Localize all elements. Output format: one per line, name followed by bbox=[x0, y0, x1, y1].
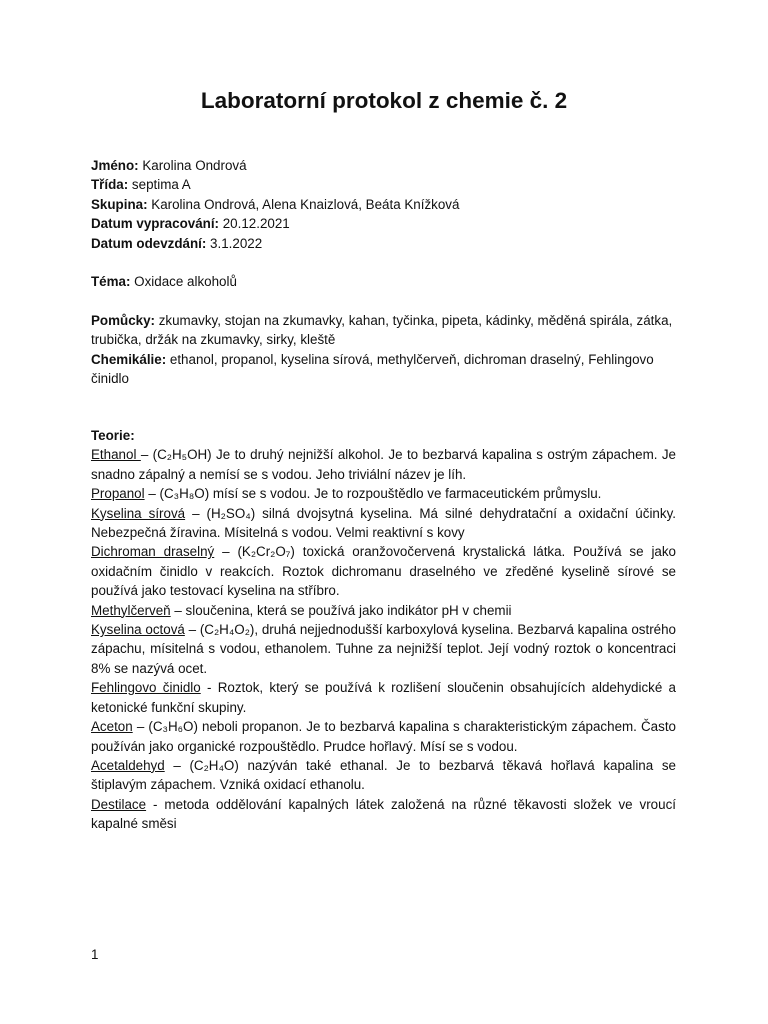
info-label: Skupina: bbox=[91, 196, 148, 212]
theory-term: Ethanol bbox=[91, 447, 141, 463]
theory-entry-propanol bbox=[91, 484, 676, 503]
theory-heading: Teorie: bbox=[91, 428, 135, 443]
theme-line bbox=[91, 272, 237, 291]
theory-text: – (C₃H₈O) mísí se s vodou. Je to rozpouštědlo ve farmaceutickém průmyslu. bbox=[144, 486, 602, 502]
theory-term: Methylčerveň bbox=[91, 602, 171, 618]
theory-text: – sloučenina, která se používá jako indikátor pH v chemii bbox=[170, 602, 512, 618]
theory-entry-acetaldehyde bbox=[91, 756, 676, 795]
info-label: Datum vypracování: bbox=[91, 216, 219, 232]
theory-text: – (C₂H₄O₂), druhá nejjednodušší karboxylová kyselina. Bezbarvá kapalina ostrého zápachu, mísitelná s vodou, ethanolem. Tuhne za nejnižší teplot. Její vodný roztok o koncentraci 8% se nazývá ocet. bbox=[91, 622, 676, 676]
theory-section bbox=[91, 426, 676, 834]
theory-text: – (C₂H₄O) nazýván také ethanal. Je to bezbarvá těkavá hořlavá kapalina se štiplavým zápachem. Vzniká oxidací ethanolu. bbox=[91, 757, 676, 793]
theory-term: Fehlingovo činidlo bbox=[91, 680, 201, 696]
theory-entry-distillation bbox=[91, 795, 676, 834]
info-label: Datum odevzdání: bbox=[91, 235, 207, 251]
theory-text: – (K₂Cr₂O₇) toxická oranžovočervená krystalická látka. Používá se jako oxidačním činidlo v reakcích. Roztok dichromanu draselného ve zředěné kyselině sírové se používá jako testovací kyselina na stříbro. bbox=[91, 544, 677, 599]
theory-entry-acetic-acid bbox=[91, 620, 676, 678]
header-info bbox=[91, 156, 681, 253]
page-title: Laboratorní protokol z chemie č. 2 bbox=[200, 88, 568, 113]
tools-value: zkumavky, stojan na zkumavky, kahan, tyčinka, pipeta, kádinky, měděná spirála, zátka, trubička, držák na zkumavky, sirky, kleště bbox=[91, 313, 673, 348]
theory-term: Propanol bbox=[91, 486, 145, 502]
theory-term: Aceton bbox=[91, 719, 133, 735]
theory-text: - Roztok, který se používá k rozlišení sloučenin obsahujících aldehydické a ketonické funkční skupiny. bbox=[91, 680, 676, 715]
info-value: Karolina Ondrová, Alena Knaizlová, Beáta Knížková bbox=[147, 196, 460, 212]
theory-term: Kyselina octová bbox=[91, 622, 185, 638]
info-label: Jméno: bbox=[91, 158, 139, 173]
chemicals-value: ethanol, propanol, kyselina sírová, methylčerveň, dichroman draselný, Fehlingovo činidlo bbox=[91, 351, 654, 387]
theory-term: Acetaldehyd bbox=[91, 757, 165, 773]
chemicals-label: Chemikálie: bbox=[91, 351, 167, 367]
page-number: 1 bbox=[91, 947, 99, 962]
theory-entry-sulfuric-acid bbox=[91, 504, 676, 543]
theory-entry-dichromate bbox=[91, 542, 676, 600]
info-row-date-submitted bbox=[91, 234, 681, 253]
info-label: Třída: bbox=[91, 177, 129, 193]
chemicals-paragraph bbox=[91, 350, 681, 389]
theory-text: – (H₂SO₄) silná dvojsytná kyselina. Má silné dehydratační a oxidační účinky. Nebezpečná žíravina. Mísitelná s vodou. Velmi reaktivní s kovy bbox=[91, 505, 676, 541]
theme-label: Téma: bbox=[91, 274, 131, 289]
info-value: 20.12.2021 bbox=[219, 216, 290, 232]
theory-entry-ethanol bbox=[91, 445, 676, 484]
tools-label: Pomůcky: bbox=[91, 313, 155, 328]
theory-text: – (C₃H₆O) neboli propanon. Je to bezbarvá kapalina s charakteristickým zápachem. Často používán jako organické rozpouštědlo. Prudce hořlavý. Mísí se s vodou. bbox=[91, 719, 676, 754]
info-value: septima A bbox=[128, 177, 191, 193]
theory-entry-acetone bbox=[91, 717, 676, 756]
theory-text: - metoda oddělování kapalných látek založená na různé těkavosti složek ve vroucí kapalné směsi bbox=[91, 796, 676, 832]
theme-value: Oxidace alkoholů bbox=[130, 274, 237, 289]
theory-text: – (C₂H₅OH) Je to druhý nejnižší alkohol. Je to bezbarvá kapalina s ostrým zápachem. Je snadno zápalný a nemísí se s vodou. Jeho triviální název je líh. bbox=[91, 447, 677, 482]
theory-term: Kyselina sírová bbox=[91, 505, 186, 521]
theory-entry-fehling bbox=[91, 678, 676, 717]
theory-term: Destilace bbox=[91, 796, 147, 812]
theory-term: Dichroman draselný bbox=[91, 544, 215, 560]
info-row-name bbox=[91, 156, 681, 175]
info-row-date-prepared bbox=[91, 214, 681, 233]
info-value: 3.1.2022 bbox=[206, 235, 263, 251]
materials-section bbox=[91, 311, 681, 389]
info-row-class bbox=[91, 175, 681, 194]
theory-entry-methyl-red bbox=[91, 601, 676, 620]
info-value: Karolina Ondrová bbox=[138, 158, 247, 173]
tools-paragraph bbox=[91, 311, 681, 350]
info-row-group bbox=[91, 195, 681, 214]
